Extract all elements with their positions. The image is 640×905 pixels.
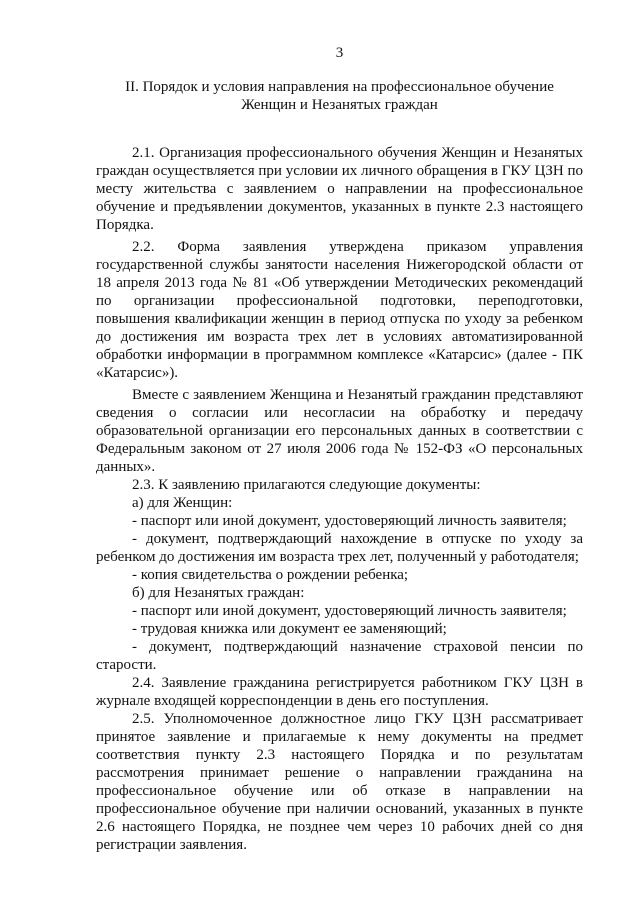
section-title-line-2: Женщин и Незанятых граждан bbox=[241, 97, 438, 113]
list-heading-women: а) для Женщин: bbox=[132, 495, 233, 511]
paragraph-2-4: 2.4. Заявление гражданина регистрируется работником ГКУ ЦЗН в журнале входящей корреспонденции в день его поступления. bbox=[96, 675, 583, 709]
list-item: - трудовая книжка или документ ее заменяющий; bbox=[132, 621, 447, 637]
paragraph-2-2: 2.2. Форма заявления утверждена приказом управления государственной службы занятости населения Нижегородской области от 18 апреля 2013 года № 81 «Об утверждении Методических рекомендаций по организации профессиональной подготовки, переподготовки, повышения квалификации женщин в период отпуска по уходу за ребенком до достижения им возраста трех лет в условиях автоматизированной обработки информации в программном комплексе «Катарсис» (далее - ПК «Катарсис»). bbox=[96, 239, 583, 381]
page-number: 3 bbox=[335, 45, 344, 61]
section-title bbox=[96, 78, 583, 114]
paragraph-2-3: 2.3. К заявлению прилагаются следующие документы: bbox=[132, 477, 481, 493]
paragraph-2-1: 2.1. Организация профессионального обучения Женщин и Незанятых граждан осуществляется при условии их личного обращения в ГКУ ЦЗН по месту жительства с заявлением о направлении на профессиональное обучение и предъявлении документов, указанных в пункте 2.3 настоящего Порядка. bbox=[96, 145, 583, 233]
list-heading-unemployed: б) для Незанятых граждан: bbox=[132, 585, 305, 601]
list-item: - документ, подтверждающий нахождение в отпуске по уходу за ребенком до достижения им возраста трех лет, полученный у работодателя; bbox=[96, 531, 583, 565]
paragraph-2-5: 2.5. Уполномоченное должностное лицо ГКУ ЦЗН рассматривает принятое заявление и прилагаемые к нему документы на предмет соответствия пункту 2.3 настоящего Порядка и по результатам рассмотрения принимает решение о направлении гражданина на профессиональное обучение или об отказе в направлении на профессиональное обучение при наличии оснований, указанных в пункте 2.6 настоящего Порядка, не позднее чем через 10 рабочих дней со дня регистрации заявления. bbox=[96, 711, 583, 853]
list-item: - копия свидетельства о рождении ребенка; bbox=[132, 567, 409, 583]
list-item: - паспорт или иной документ, удостоверяющий личность заявителя; bbox=[132, 603, 567, 619]
section-title-line-1: II. Порядок и условия направления на профессиональное обучение bbox=[125, 79, 554, 95]
list-item: - паспорт или иной документ, удостоверяющий личность заявителя; bbox=[132, 513, 567, 529]
paragraph-consent: Вместе с заявлением Женщина и Незанятый гражданин представляют сведения о согласии или несогласии на обработку и передачу образовательной организации его персональных данных в соответствии с Федеральным законом от 27 июля 2006 года № 152-ФЗ «О персональных данных». bbox=[96, 387, 583, 475]
list-item: - документ, подтверждающий назначение страховой пенсии по старости. bbox=[96, 639, 583, 673]
